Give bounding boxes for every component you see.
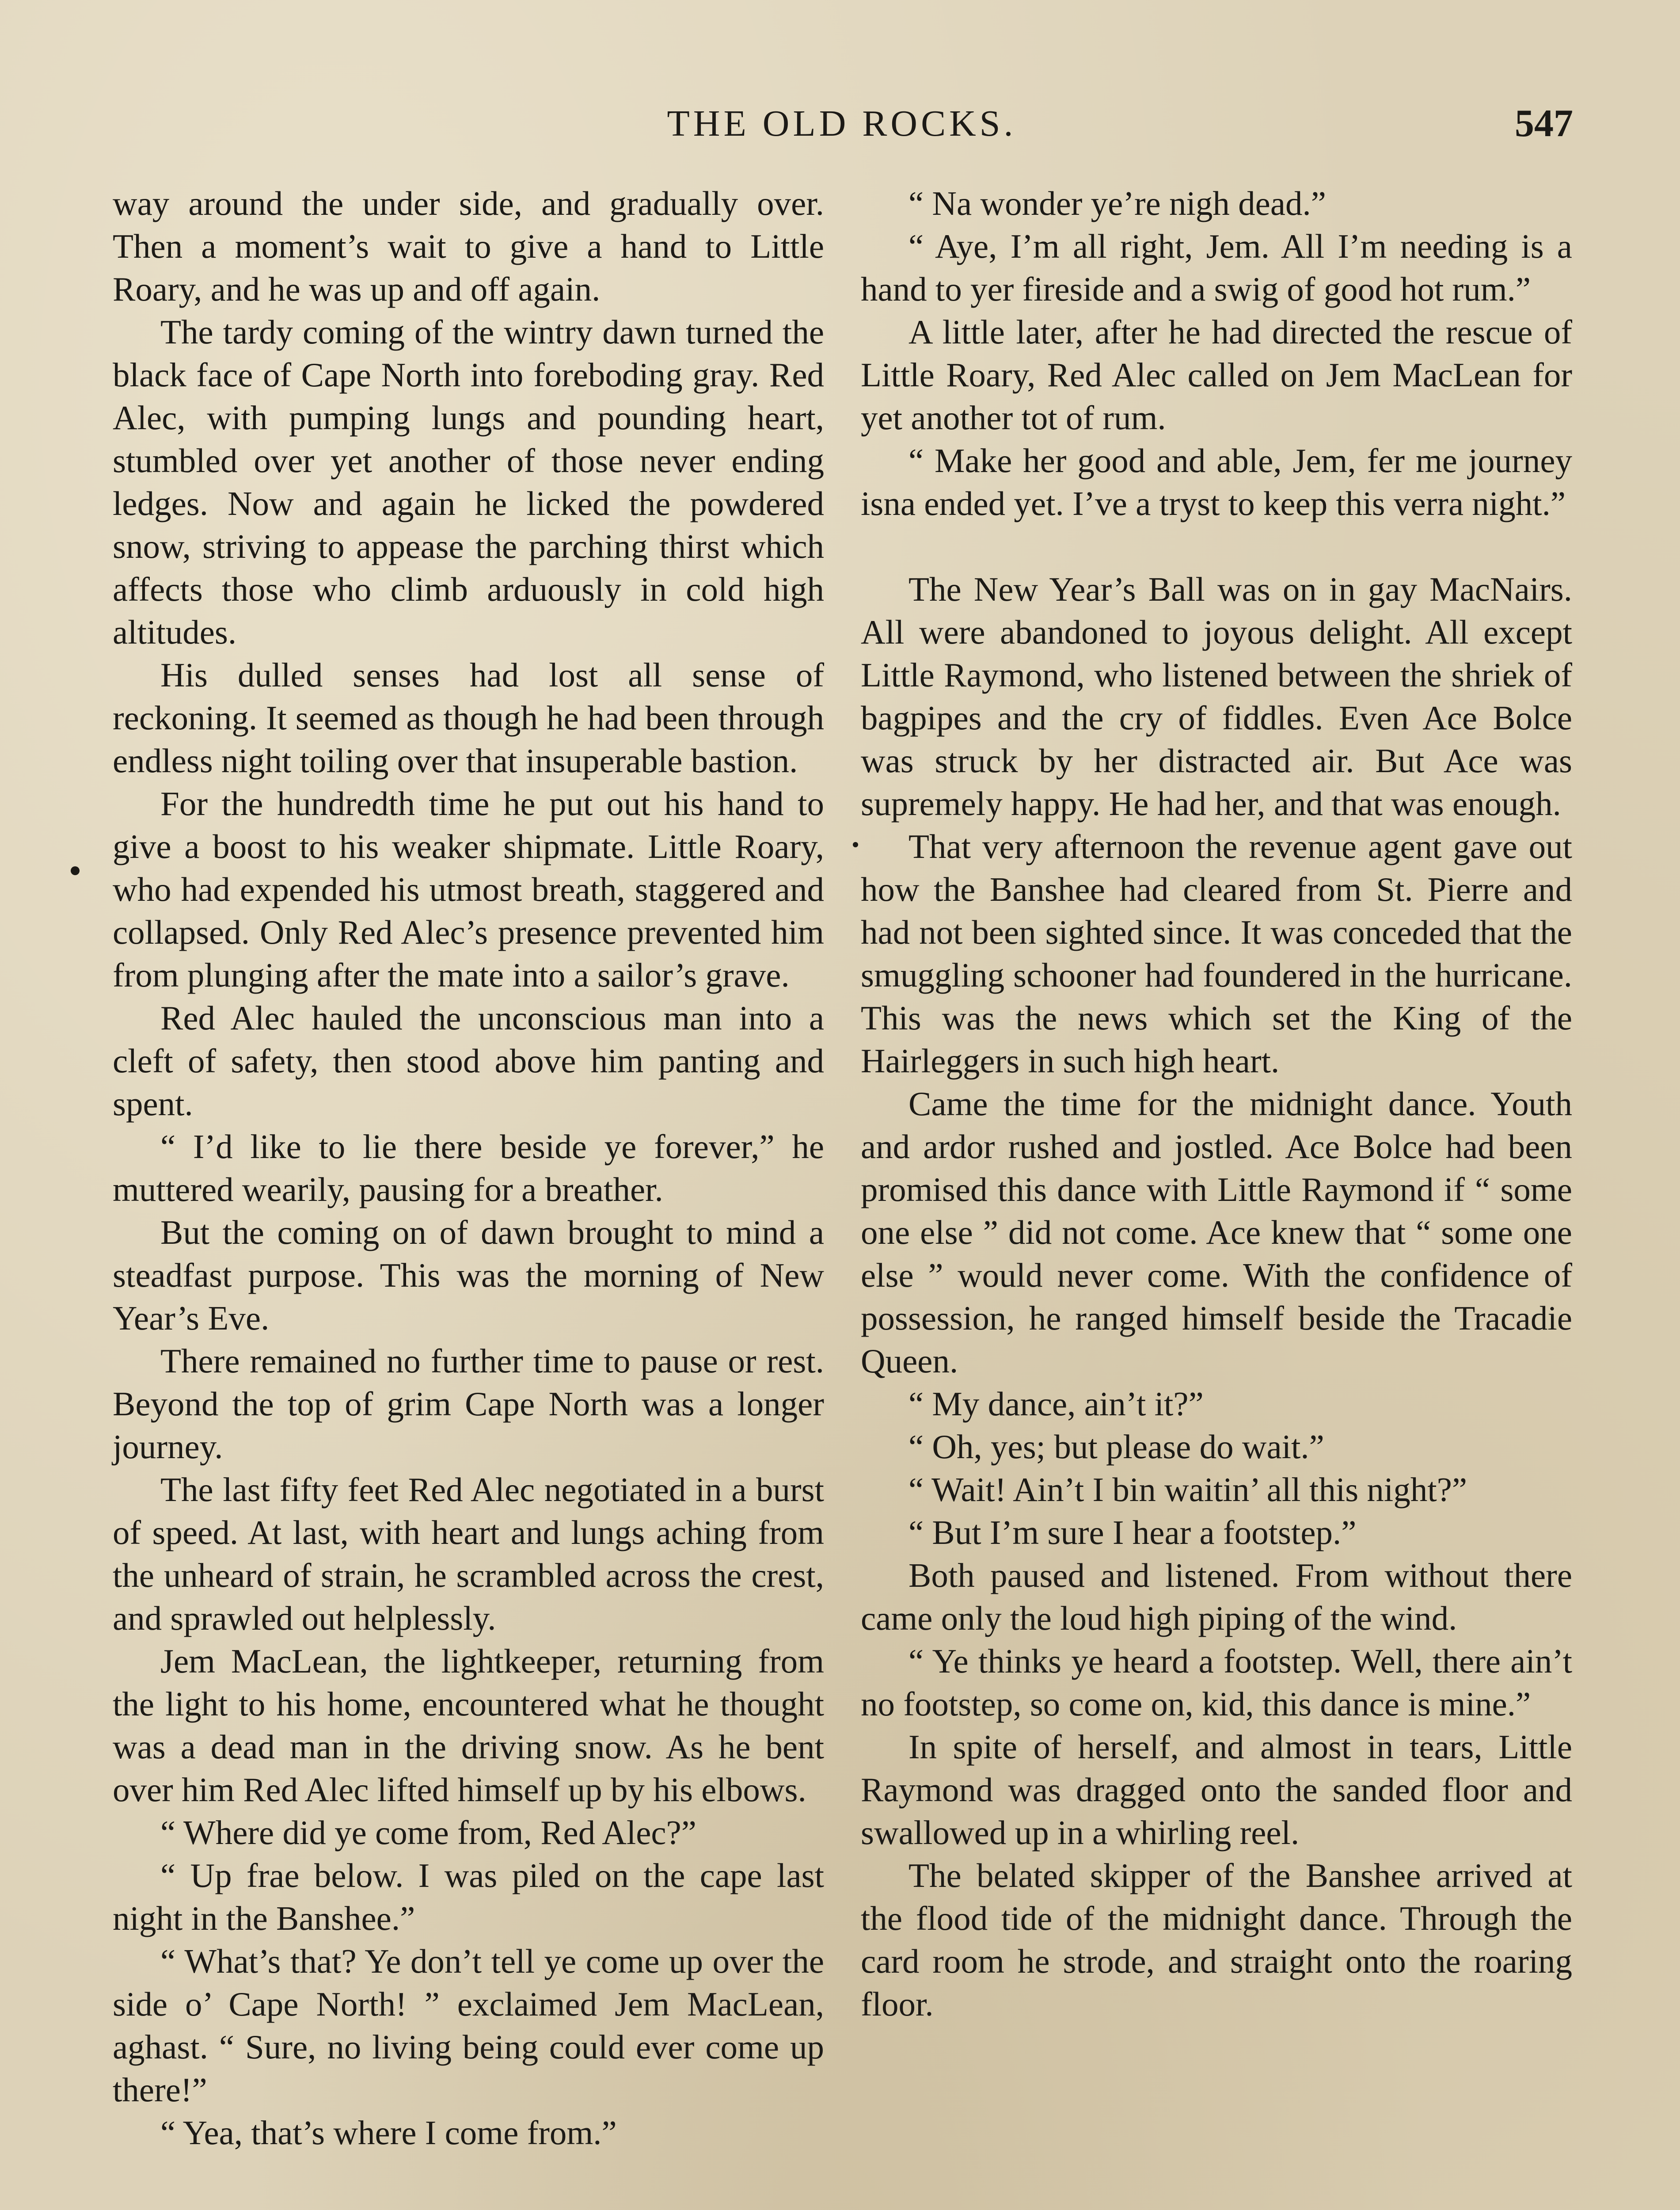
paragraph: Came the time for the midnight dance. Youth and ardor rushed and jostled. Ace Bolce had been promised this dance with Little Raymond if “ some one else ” did not come. Ace knew that “ some one else ” would never come. With the confidence of possession, he ranged himself beside the Tracadie Queen. [861,1085,1572,1380]
ink-speck [71,866,80,875]
paragraph: The tardy coming of the wintry dawn turned the black face of Cape North into foreboding gray. Red Alec, with pumping lungs and pounding heart, stumbled over yet another of those never ending ledges. Now and again he licked the powdered snow, striving to appease the parching thirst which affects those who climb arduously in cold high altitudes. [113,313,824,651]
paragraph: The belated skipper of the Banshee arrived at the flood tide of the midnight dance. Through the card room he strode, and straight onto the roaring floor. [861,1856,1572,2023]
paragraph: “ Na wonder ye’re nigh dead.” [908,184,1326,222]
paragraph: “ Ye thinks ye heard a footstep. Well, there ain’t no footstep, so come on, kid, this dance is mine.” [861,1642,1572,1723]
ink-speck [853,842,858,847]
paragraph: Jem MacLean, the lightkeeper, returning from the light to his home, encountered what he thought was a dead man in the driving snow. As he bent over him Red Alec lifted himself up by his elbows. [113,1642,824,1809]
paragraph: The last fifty feet Red Alec negotiated in a burst of speed. At last, with heart and lungs aching from the unheard of strain, he scrambled across the crest, and sprawled out helplessly. [113,1471,824,1637]
right-column [861,182,1572,2026]
paragraph: “ I’d like to lie there beside ye forever,” he muttered wearily, pausing for a breather. [113,1128,824,1208]
paragraph: “ Make her good and able, Jem, fer me journey isna ended yet. I’ve a tryst to keep this verra night.” [861,442,1572,522]
paragraph: “ Wait! Ain’t I bin waitin’ all this night?” [908,1471,1467,1509]
paragraph: That very afternoon the revenue agent gave out how the Banshee had cleared from St. Pierre and had not been sighted since. It was conceded that the smuggling schooner had foundered in the hurricane. This was the news which set the King of the Hairleggers in such high heart. [861,827,1572,1080]
paragraph: “ Aye, I’m all right, Jem. All I’m needing is a hand to yer fireside and a swig of good hot rum.” [861,227,1572,308]
page-number: 547 [1515,102,1573,145]
paragraph: “ What’s that? Ye don’t tell ye come up over the side o’ Cape North! ” exclaimed Jem MacLean, aghast. “ Sure, no living being could ever come up there!” [113,1942,824,2109]
paragraph: But the coming on of dawn brought to mind a steadfast purpose. This was the morning of New Year’s Eve. [113,1213,824,1337]
paragraph: Both paused and listened. From without there came only the loud high piping of the wind. [861,1556,1572,1637]
paragraph: way around the under side, and gradually over. Then a moment’s wait to give a hand to Little Roary, and he was up and off again. [113,184,824,308]
left-column [113,182,824,2154]
paragraph: There remained no further time to pause or rest. Beyond the top of grim Cape North was a longer journey. [113,1342,824,1466]
paragraph: “ Up frae below. I was piled on the cape last night in the Banshee.” [113,1856,824,1937]
running-title: THE OLD ROCKS. [667,103,1017,144]
paragraph: “ Yea, that’s where I come from.” [160,2114,617,2152]
page-header [110,95,1573,152]
paragraph: For the hundredth time he put out his hand to give a boost to his weaker shipmate. Little Roary, who had expended his utmost breath, staggered and collapsed. Only Red Alec’s presence prevented him from plunging after the mate into a sailor’s grave. [113,785,824,994]
paragraph: “ My dance, ain’t it?” [908,1385,1204,1423]
paragraph: In spite of herself, and almost in tears, Little Raymond was dragged onto the sanded floor and swallowed up in a whirling reel. [861,1728,1572,1852]
paragraph: His dulled senses had lost all sense of reckoning. It seemed as though he had been through endless night toiling over that insuperable bastion. [113,656,824,780]
section-break-paragraph: The New Year’s Ball was on in gay MacNairs. All were abandoned to joyous delight. All except Little Raymond, who listened between the shriek of bagpipes and the cry of fiddles. Even Ace Bolce was struck by her distracted air. But Ace was supremely happy. He had her, and that was enough. [861,570,1572,823]
paragraph: Red Alec hauled the unconscious man into a cleft of safety, then stood above him panting and spent. [113,999,824,1123]
paragraph: A little later, after he had directed the rescue of Little Roary, Red Alec called on Jem MacLean for yet another tot of rum. [861,313,1572,437]
paragraph: “ Oh, yes; but please do wait.” [908,1428,1324,1466]
paragraph: “ Where did ye come from, Red Alec?” [160,1814,696,1852]
paragraph: “ But I’m sure I hear a footstep.” [908,1513,1357,1551]
